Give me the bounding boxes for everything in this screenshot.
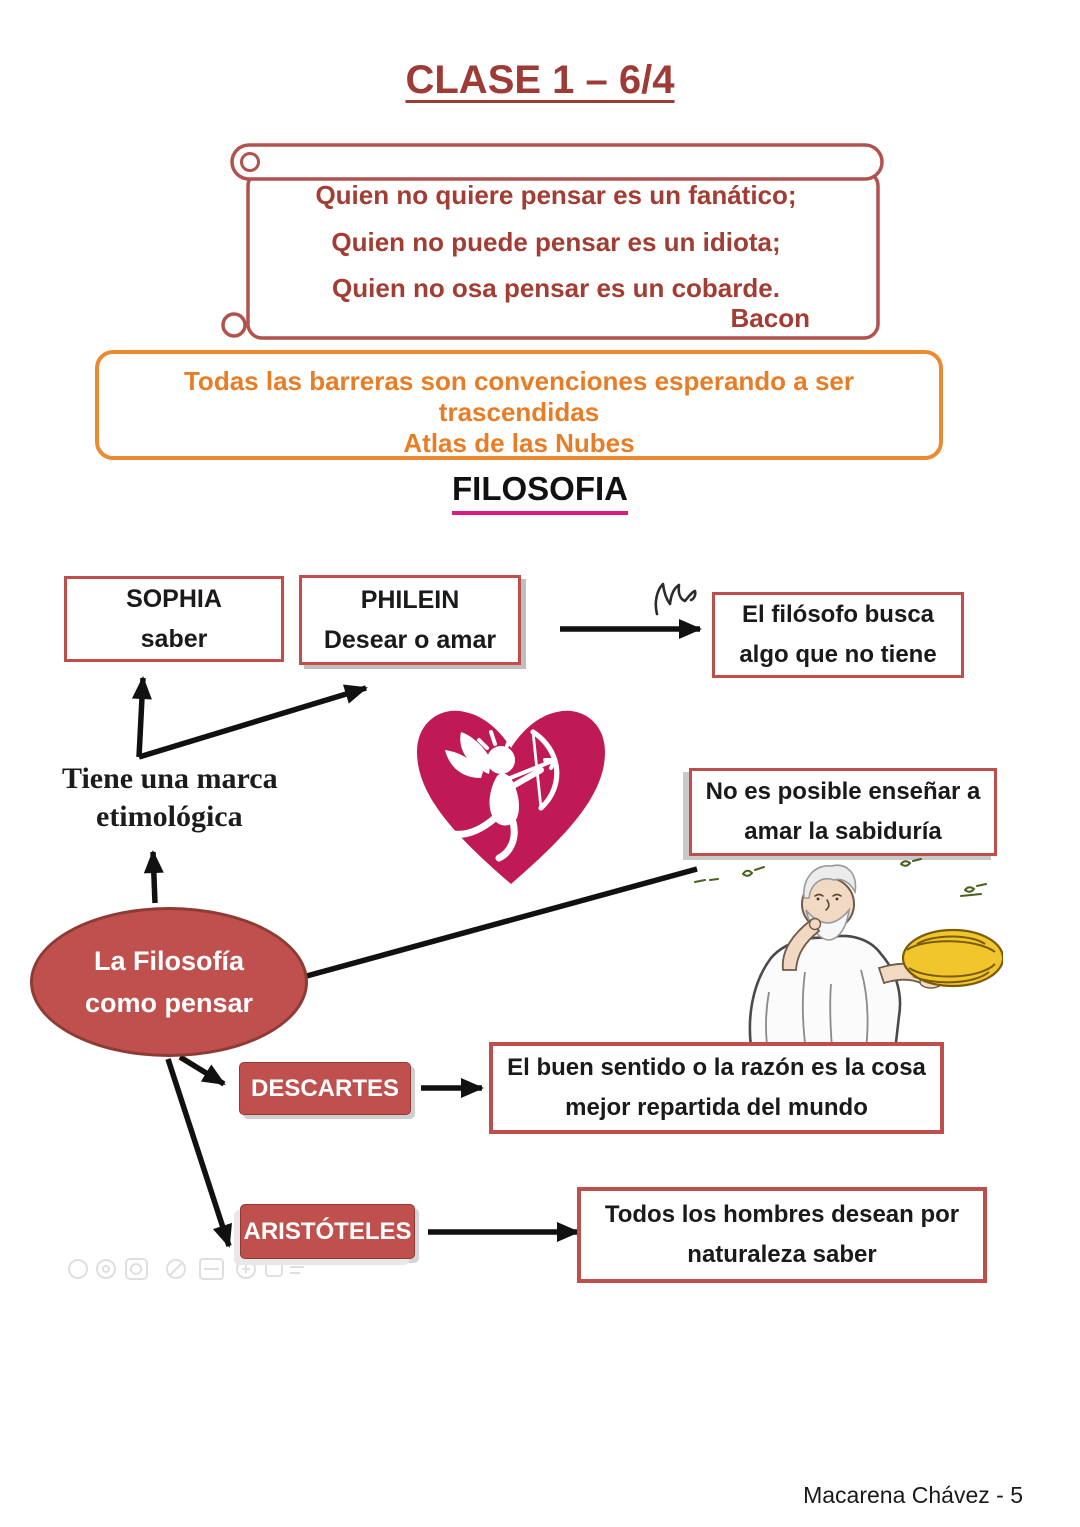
philein-subtitle: Desear o amar <box>323 626 497 654</box>
scroll-quote-line-3: Quien no osa pensar es un cobarde. <box>332 273 780 303</box>
etymology-note <box>62 760 312 836</box>
no-ensenar-line1: No es posible enseñar a <box>705 778 981 805</box>
aristoteles-quote-line2: naturaleza saber <box>687 1241 877 1268</box>
orange-quote-box <box>95 350 943 460</box>
etymology-note-line1: Tiene una marca <box>62 762 278 795</box>
ellipse-line2: como pensar <box>84 988 254 1018</box>
arrow-etym-to-philein <box>139 688 366 757</box>
filosofo-busca-line1: El filósofo busca <box>741 601 935 628</box>
section-title-text: FILOSOFIA <box>452 470 628 515</box>
filosofo-busca-box <box>712 592 964 678</box>
filosofo-busca-line2: algo que no tiene <box>739 641 937 668</box>
aristoteles-label: ARISTÓTELES <box>243 1217 412 1245</box>
section-title <box>0 470 1080 515</box>
etymology-note-line2: etimológica <box>96 800 243 833</box>
scroll-quote-author: Bacon <box>730 303 810 333</box>
sophia-subtitle: saber <box>140 625 208 653</box>
descartes-quote-line2: mejor repartida del mundo <box>565 1094 868 1121</box>
arrow-ellipse-to-descartes <box>180 1057 224 1084</box>
philosopher-with-beehive-illustration <box>665 852 1003 1064</box>
aristoteles-quote-box <box>577 1187 987 1283</box>
orange-quote-text: Todas las barreras son convenciones esperando a ser trascendidas <box>183 366 855 427</box>
arrow-etym-to-sophia <box>139 678 143 757</box>
heart-with-cupid-icon <box>398 698 624 898</box>
page-footer: Macarena Chávez - 5 <box>803 1482 1023 1508</box>
philein-box <box>299 575 521 665</box>
filosofia-como-pensar-ellipse <box>30 907 308 1057</box>
aristoteles-node <box>240 1204 415 1259</box>
arrow-ellipse-to-aristoteles <box>168 1059 229 1246</box>
aristoteles-quote-line1: Todos los hombres desean por <box>604 1201 960 1228</box>
descartes-label: DESCARTES <box>250 1074 400 1102</box>
descartes-quote-box <box>489 1042 944 1134</box>
page-title-text: CLASE 1 – 6/4 <box>405 58 675 102</box>
descartes-quote-line1: El buen sentido o la razón es la cosa <box>507 1054 926 1081</box>
no-ensenar-line2: amar la sabiduría <box>744 818 942 845</box>
sophia-title: SOPHIA <box>126 585 222 613</box>
scroll-quote-line-1: Quien no quiere pensar es un fanático; <box>315 180 797 210</box>
ellipse-line1: La Filosofía <box>93 946 245 976</box>
sophia-box <box>64 576 284 662</box>
orange-quote-source: Atlas de las Nubes <box>403 428 635 458</box>
page-title <box>0 58 1080 103</box>
scroll-quote-line-2: Quien no puede pensar es un idiota; <box>331 227 781 257</box>
philein-title: PHILEIN <box>360 586 460 614</box>
descartes-node <box>239 1062 411 1115</box>
arrow-ellipse-to-etym <box>153 852 155 903</box>
handwritten-cursor-doodle-icon <box>650 576 702 622</box>
no-ensenar-box <box>689 768 997 856</box>
